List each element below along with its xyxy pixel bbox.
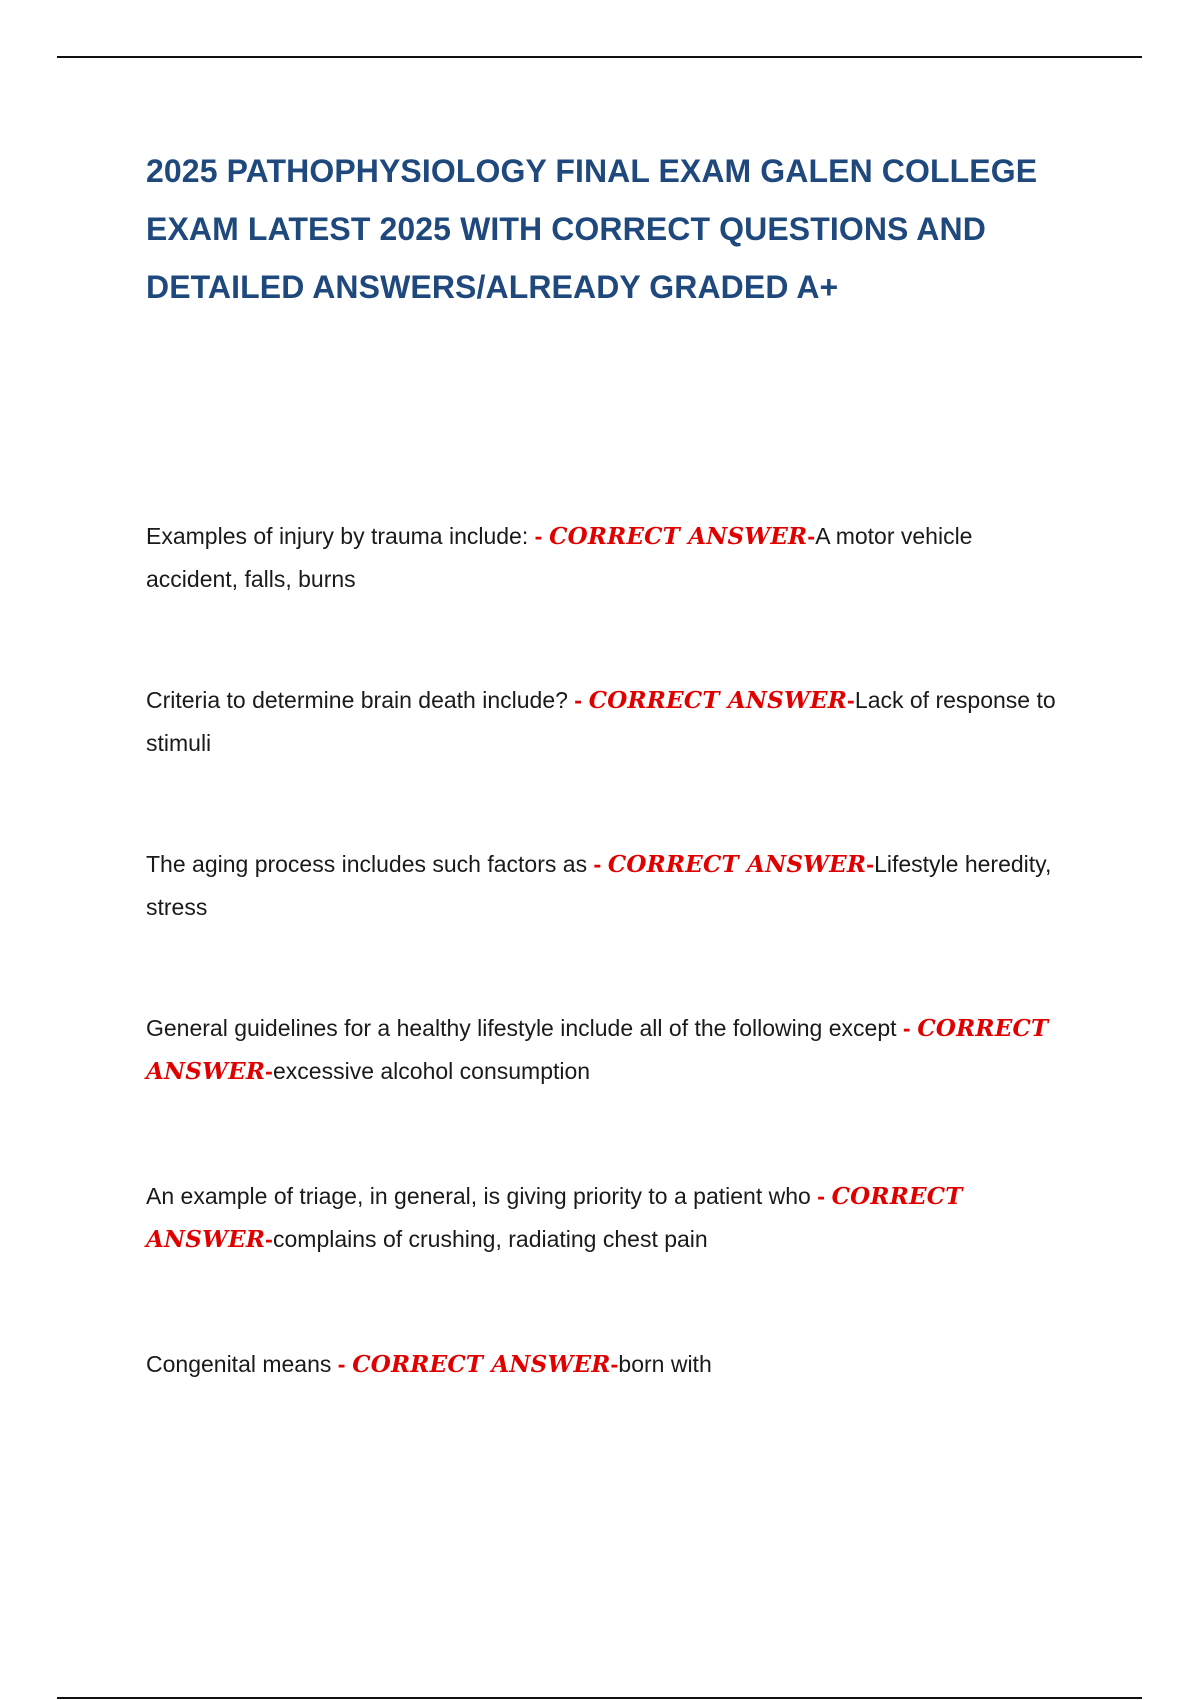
answer-text: Lifestyle heredity, stress [146, 851, 1052, 920]
correct-answer-marker: - CORRECT ANSWER- [337, 1351, 619, 1378]
correct-answer-marker: - CORRECT ANSWER- [146, 1015, 1049, 1085]
answer-text: excessive alcohol consumption [273, 1058, 591, 1084]
question-text: General guidelines for a healthy lifestyle include all of the following except [146, 1015, 897, 1041]
answer-text: complains of crushing, radiating chest pain [273, 1226, 708, 1252]
qa-item-1 [146, 515, 1066, 600]
question-text: Examples of injury by trauma include: [146, 523, 529, 549]
correct-answer-marker: - CORRECT ANSWER- [593, 851, 875, 878]
qa-item-2 [146, 679, 1066, 764]
bottom-rule [57, 1697, 1142, 1699]
question-text: The aging process includes such factors as [146, 851, 588, 877]
qa-item-4 [146, 1007, 1066, 1093]
correct-answer-marker: - CORRECT ANSWER- [574, 687, 855, 714]
qa-item-6 [146, 1343, 1066, 1386]
answer-text: Lack of response to stimuli [146, 687, 1056, 756]
question-text: Congenital means [146, 1351, 332, 1377]
document-title: 2025 PATHOPHYSIOLOGY FINAL EXAM GALEN COLLEGE EXAM LATEST 2025 WITH CORRECT QUESTIONS AND DETAILED ANSWERS/ALREADY GRADED A+ [146, 153, 1038, 305]
answer-text: born with [618, 1351, 712, 1377]
answer-text: A motor vehicle accident, falls, burns [146, 523, 973, 592]
question-text: An example of triage, in general, is giving priority to a patient who [146, 1183, 811, 1209]
qa-item-3 [146, 843, 1066, 928]
question-text: Criteria to determine brain death include? [146, 687, 568, 713]
correct-answer-marker: - CORRECT ANSWER- [146, 1183, 963, 1253]
qa-item-5 [146, 1175, 1066, 1261]
correct-answer-marker: - CORRECT ANSWER- [534, 523, 816, 550]
top-rule [57, 56, 1142, 58]
